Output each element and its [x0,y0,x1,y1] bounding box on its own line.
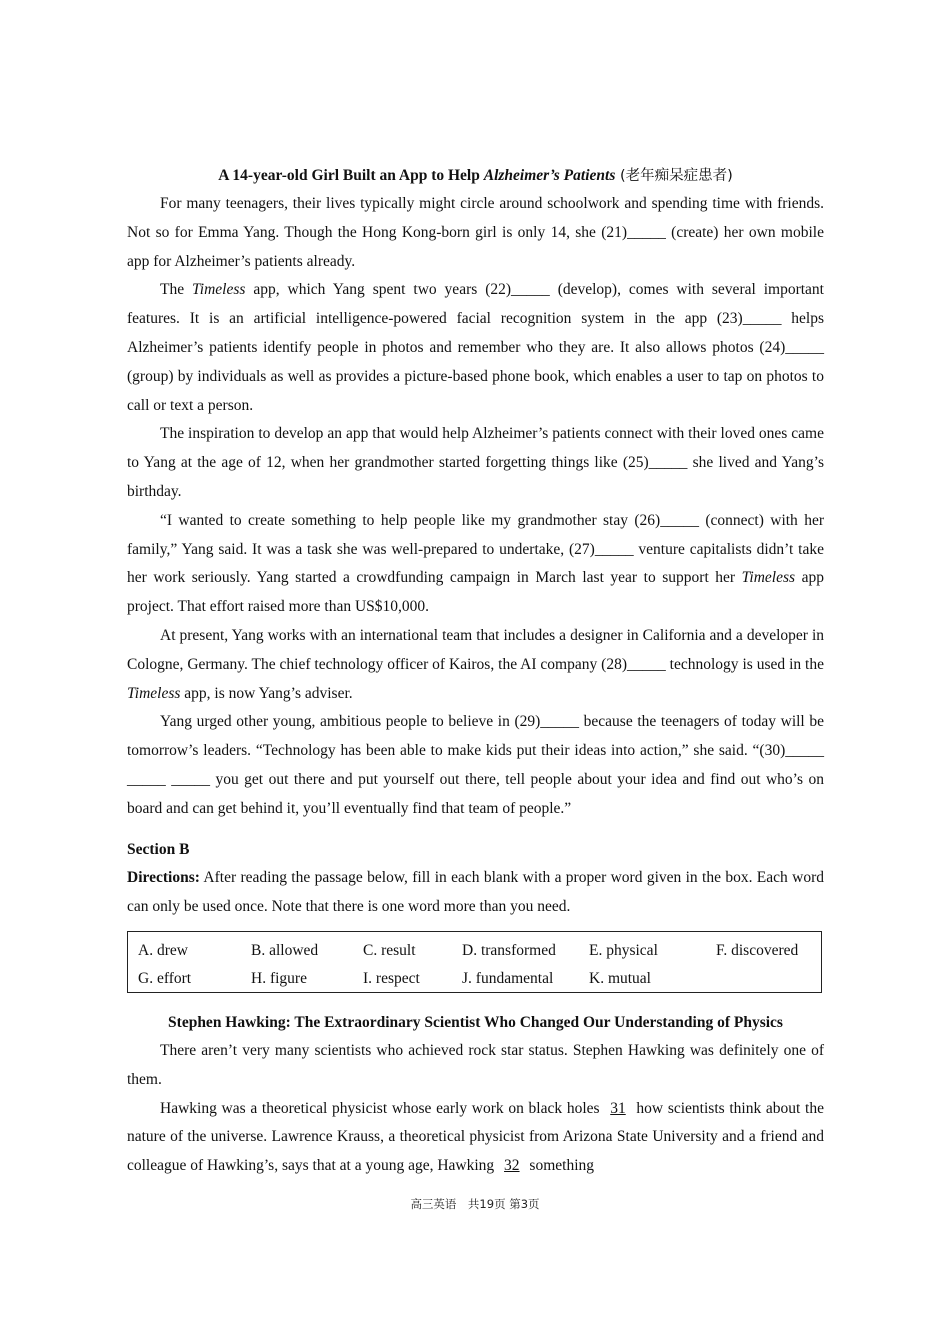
word-option: F. discovered [716,941,799,959]
word-option: J. fundamental [462,969,554,987]
passage-a-paragraph-1: For many teenagers, their lives typically might circle around schoolwork and spending time with friends. Not so for Emma Yang. Though the Hong Kong-born girl is only 14, she (21)_____ (create) her own mobile app for Alzheimer’s patients already. [127,195,824,270]
title-chinese: (老年痴呆症患者) [615,168,733,184]
page-content [127,162,824,1181]
word-option: H. figure [251,969,307,987]
word-box-row [128,937,821,965]
word-box [127,931,822,993]
section-b-directions: Directions: After reading the passage below, fill in each blank with a proper word given in the box. Each word can only be used once. Note that there is one word more than you need. [127,869,824,916]
word-option: C. result [363,941,416,959]
word-option: B. allowed [251,941,319,959]
word-box-table [128,937,821,993]
word-option: D. transformed [462,941,556,959]
word-option: I. respect [363,969,420,987]
title-main: A 14-year-old Girl Built an App to Help [218,167,484,184]
passage-b-title: Stephen Hawking: The Extraordinary Scientist Who Changed Our Understanding of Physics [168,1013,783,1031]
page-footer: 高三英语 共19页 第3页 [410,1197,540,1211]
section-b-heading: Section B [127,840,190,858]
passage-a-paragraph-6: Yang urged other young, ambitious people to believe in (29)_____ because the teenagers of today will be tomorrow’s leaders. “Technology has been able to make kids put their ideas into action,” she said. “(30)_____ _____ _____ you get out there and put yourself out there, tell people about your idea and find out who’s on board and can get behind it, you’ll eventually find that team of people.” [127,713,824,817]
title-italic: Alzheimer’s Patients [483,167,616,184]
word-box-row [128,965,821,993]
word-option [706,965,821,993]
word-option: G. effort [138,969,192,987]
passage-a-paragraph-3: The inspiration to develop an app that would help Alzheimer’s patients connect with their loved ones came to Yang at the age of 12, when her grandmother started forgetting things like (25)_____ she lived and Yang’s birthday. [127,425,824,500]
passage-b-paragraph-2: Hawking was a theoretical physicist whose early work on black holes 31 how scientists think about the nature of the universe. Lawrence Krauss, a theoretical physicist from Arizona State University and a friend and colleague of Hawking’s, says that at a young age, Hawking 32 something [127,1099,824,1175]
word-option: K. mutual [589,969,651,987]
passage-a-paragraph-2: The Timeless app, which Yang spent two years (22)_____ (develop), comes with several important features. It is an artificial intelligence-powered facial recognition system in the app (23)_____ helps Alzheimer’s patients identify people in photos and remember who they are. It also allows photos (24)_____ (group) by individuals as well as provides a picture-based phone book, which enables a user to tap on photos to call or text a person. [127,281,824,414]
passage-a-title [127,162,824,190]
word-option: E. physical [589,941,658,959]
word-option: A. drew [138,941,188,959]
passage-b-paragraph-1: There aren’t very many scientists who achieved rock star status. Stephen Hawking was definitely one of them. [127,1041,824,1088]
passage-a-paragraph-4: “I wanted to create something to help people like my grandmother stay (26)_____ (connect) with her family,” Yang said. It was a task she was well-prepared to undertake, (27)_____ venture capitalists didn’t take her work seriously. Yang started a crowdfunding campaign in March last year to support her Timeless app project. That effort raised more than US$10,000. [127,511,824,616]
blank-31: 31 [610,1099,626,1117]
blank-32: 32 [504,1157,520,1175]
passage-a-paragraph-5: At present, Yang works with an international team that includes a designer in California and a developer in Cologne, Germany. The chief technology officer of Kairos, the AI company (28)_____ technology is used in the Timeless app, is now Yang’s adviser. [127,626,824,702]
